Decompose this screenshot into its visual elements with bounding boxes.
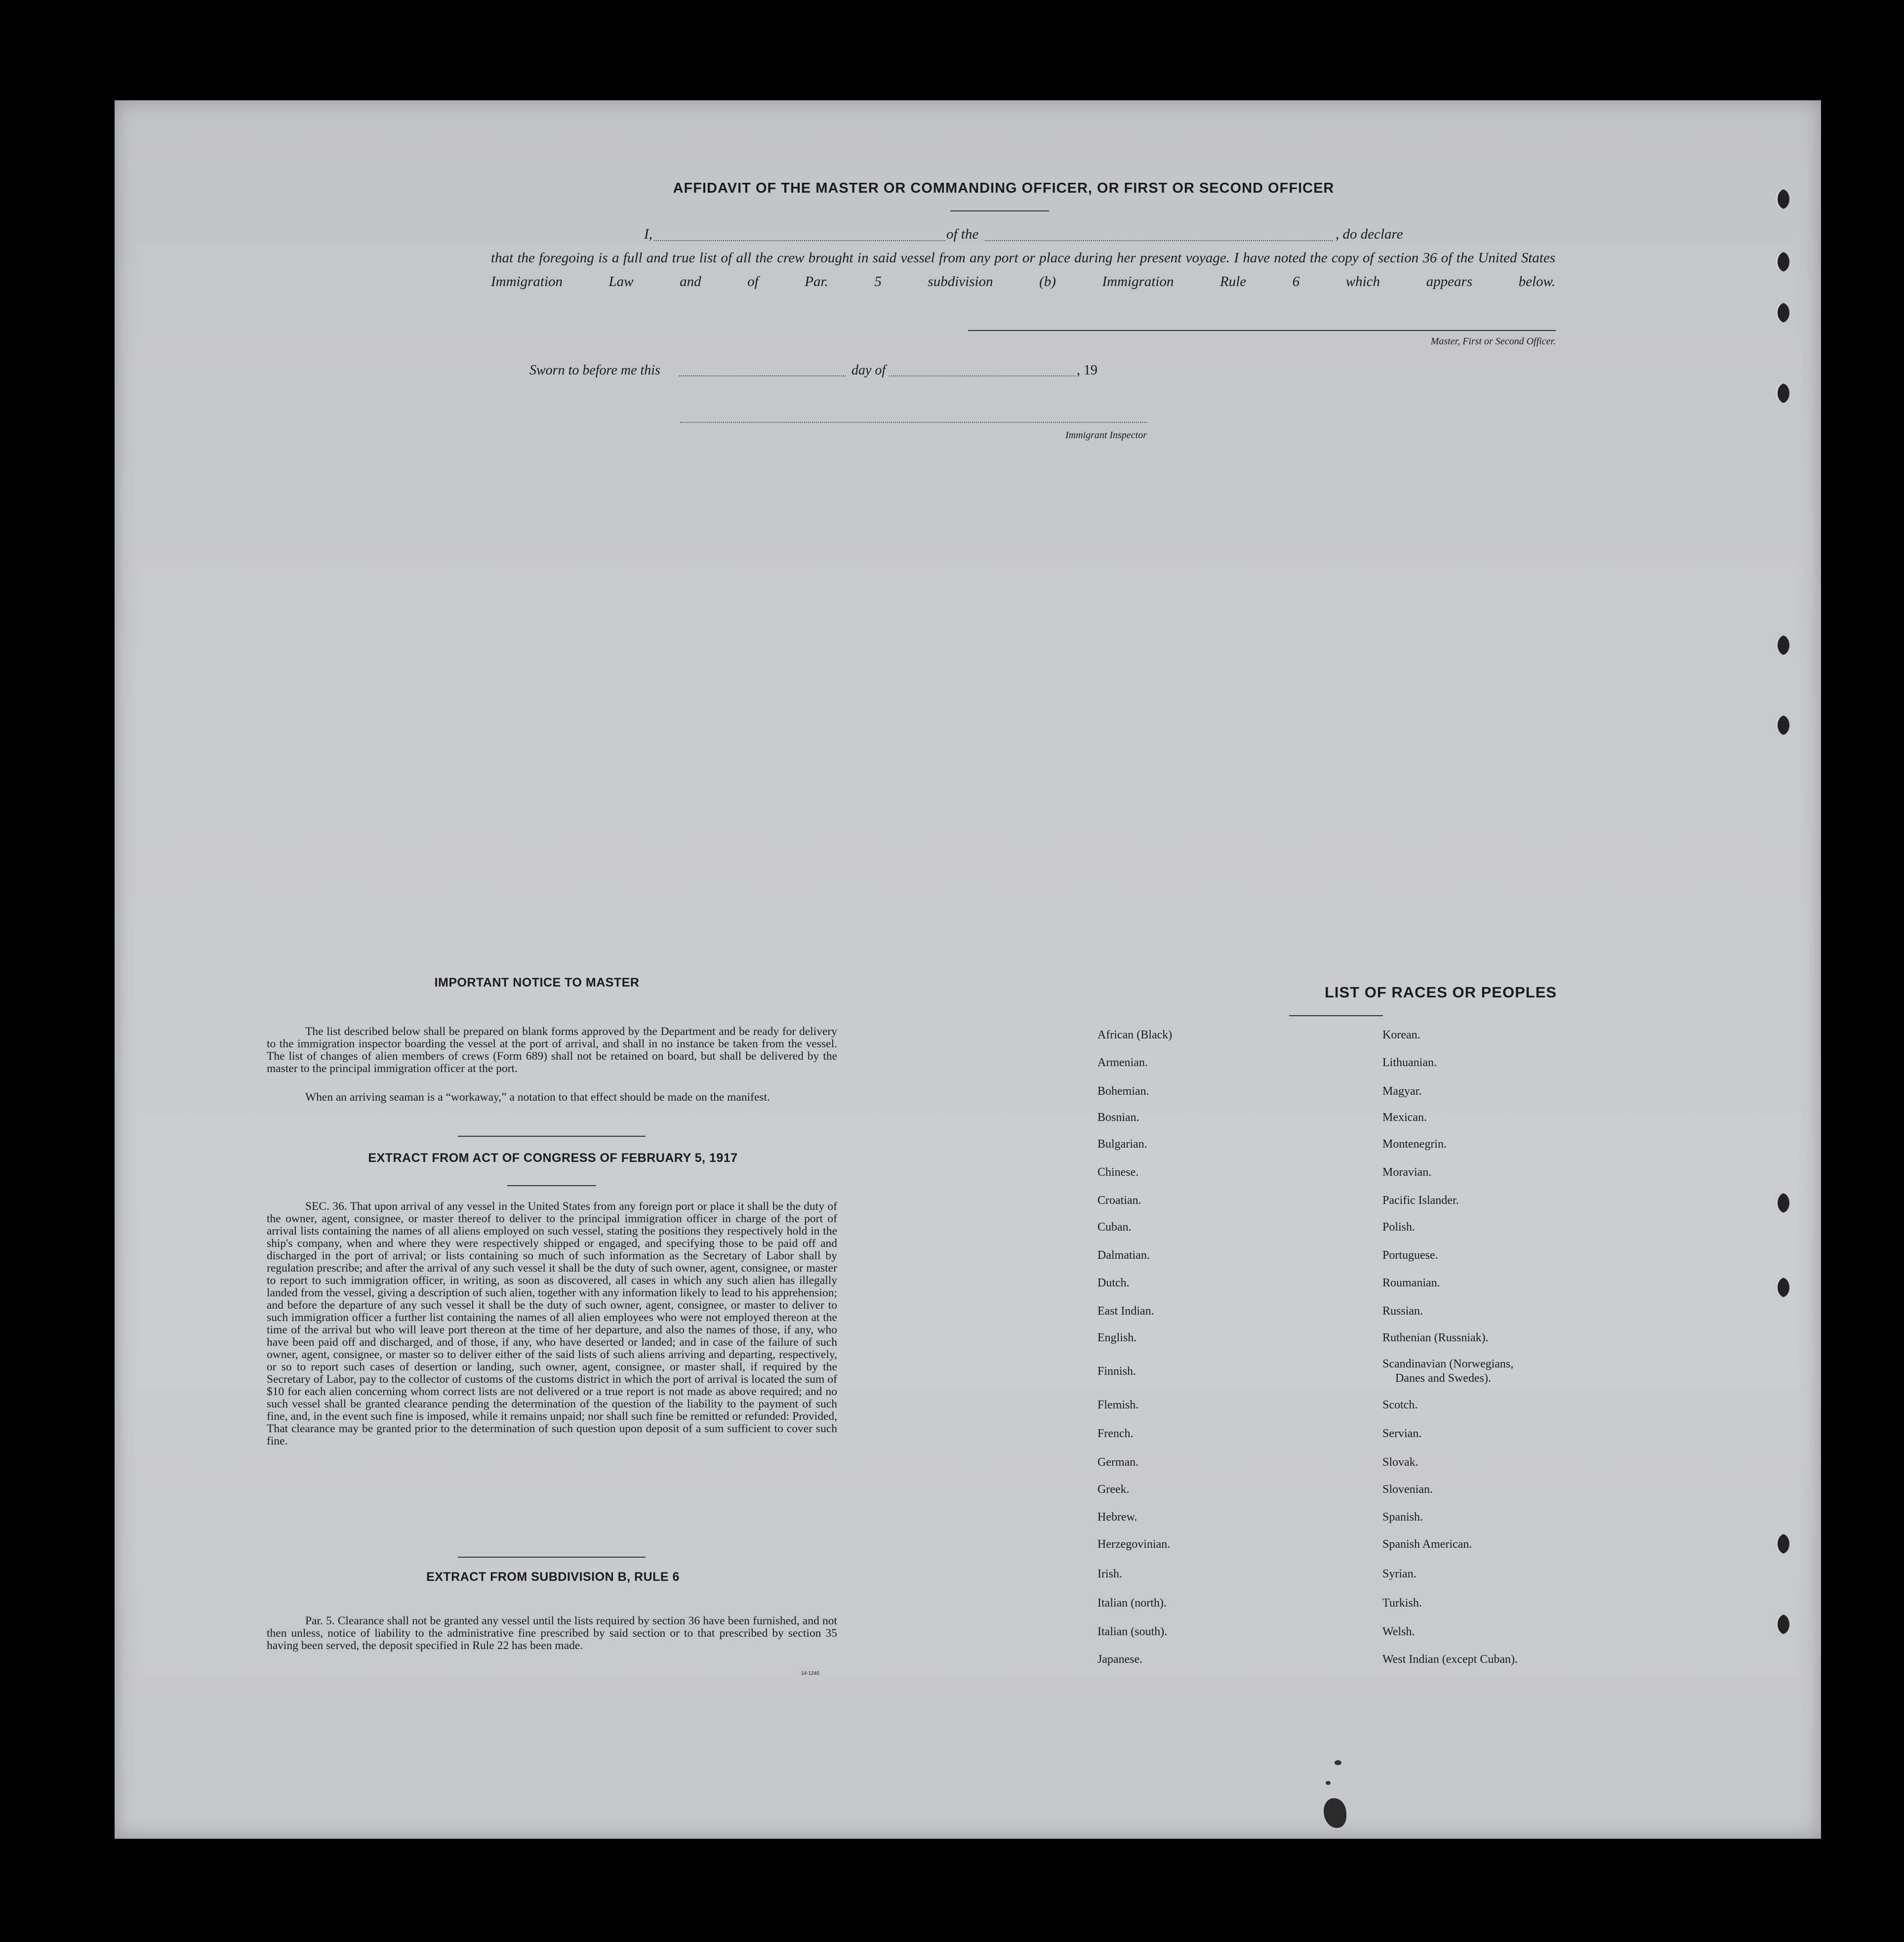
race-item: Bohemian. bbox=[1097, 1085, 1149, 1098]
sworn-label: Sworn to before me this bbox=[529, 363, 660, 378]
name-field[interactable] bbox=[654, 240, 945, 241]
race-item: Korean. bbox=[1382, 1029, 1420, 1041]
race-item: Moravian. bbox=[1382, 1166, 1432, 1179]
divider bbox=[507, 1185, 596, 1186]
inspector-label: Immigrant Inspector bbox=[1065, 430, 1147, 441]
ink-stain bbox=[1326, 1781, 1331, 1785]
binder-hole bbox=[1775, 252, 1789, 272]
vessel-field[interactable] bbox=[985, 240, 1333, 241]
day-of-label: day of bbox=[851, 363, 886, 378]
binder-hole bbox=[1775, 635, 1789, 655]
binder-hole bbox=[1775, 189, 1789, 209]
binder-hole bbox=[1775, 1614, 1789, 1634]
master-signature-line[interactable] bbox=[968, 330, 1556, 331]
race-item: Portuguese. bbox=[1382, 1249, 1438, 1262]
race-item: Italian (south). bbox=[1097, 1625, 1168, 1638]
affidavit-title: AFFIDAVIT OF THE MASTER OR COMMANDING OFFICER, OR FIRST OR SECOND OFFICER bbox=[673, 180, 1335, 196]
race-item: Scotch. bbox=[1382, 1399, 1418, 1411]
binder-hole bbox=[1775, 383, 1789, 403]
race-item: Lithuanian. bbox=[1382, 1056, 1437, 1069]
race-item: Mexican. bbox=[1382, 1111, 1427, 1124]
race-item: Servian. bbox=[1382, 1427, 1422, 1440]
of-the-label: of the bbox=[946, 226, 979, 242]
race-item: Roumanian. bbox=[1382, 1277, 1440, 1289]
race-item: French. bbox=[1097, 1427, 1134, 1440]
race-item: Bosnian. bbox=[1097, 1111, 1139, 1124]
binder-hole bbox=[1775, 715, 1789, 735]
sworn-line bbox=[529, 363, 660, 378]
race-item: Cuban. bbox=[1097, 1221, 1132, 1234]
race-item: Japanese. bbox=[1097, 1653, 1143, 1666]
notice-para-2: When an arriving seaman is a “workaway,” a notation to that effect should be made on the manifest. bbox=[305, 1091, 770, 1104]
extract-rule-text: Par. 5. Clearance shall not be granted any vessel until the lists required by section 36 have been furnished, and not then unless, notice of liability to the administrative fine prescribed by said section or to that prescribed by section 35 having been served, the deposit specified in Rule 22 has been made. bbox=[267, 1614, 837, 1652]
form-sheet bbox=[115, 100, 1821, 1839]
race-item: Slovak. bbox=[1382, 1456, 1418, 1469]
year-label: , 19 bbox=[1077, 363, 1097, 378]
race-item: West Indian (except Cuban). bbox=[1382, 1653, 1518, 1666]
notice-para-1: The list described below shall be prepared on blank forms approved by the Department and be ready for delivery to the immigration inspector boarding the vessel at the port of arrival, and shall in no instance be taken from the vessel. The list of changes of alien members of crews (Form 689) shall not be retained on board, but shall be delivered by the master to the principal immigration officer at the port. bbox=[267, 1025, 837, 1075]
race-item: African (Black) bbox=[1097, 1029, 1173, 1041]
race-item: Syrian. bbox=[1382, 1568, 1417, 1580]
affidavit-body: that the foregoing is a full and true list of all the crew brought in said vessel from any port or place during her present voyage. I have noted the copy of section 36 of the United States Immigration Law and of Par. 5 subdivision (b) Immigration Rule 6 which appears below. bbox=[491, 250, 1555, 289]
form-number: 14-1240 bbox=[801, 1671, 819, 1676]
race-item: Herzegovinian. bbox=[1097, 1538, 1171, 1551]
races-title: LIST OF RACES OR PEOPLES bbox=[1324, 984, 1557, 1001]
i-label: I, bbox=[644, 226, 652, 242]
ink-stain bbox=[1324, 1798, 1346, 1828]
race-item: Bulgarian. bbox=[1097, 1138, 1147, 1151]
sworn-month-field[interactable] bbox=[889, 375, 1076, 376]
race-item: Slovenian. bbox=[1382, 1483, 1433, 1496]
race-item: Spanish. bbox=[1382, 1511, 1423, 1524]
race-item: Chinese. bbox=[1097, 1166, 1139, 1179]
divider bbox=[458, 1557, 646, 1558]
inspector-signature-line[interactable] bbox=[680, 422, 1147, 423]
race-item: East Indian. bbox=[1097, 1305, 1154, 1318]
race-item: Montenegrin. bbox=[1382, 1138, 1447, 1151]
race-item: German. bbox=[1097, 1456, 1139, 1469]
divider bbox=[458, 1136, 646, 1137]
race-item: Italian (north). bbox=[1097, 1597, 1167, 1610]
binder-hole bbox=[1775, 1278, 1789, 1297]
binder-hole bbox=[1775, 1534, 1789, 1554]
ink-stain bbox=[1335, 1760, 1341, 1765]
race-item: Magyar. bbox=[1382, 1085, 1422, 1098]
race-item: Ruthenian (Russniak). bbox=[1382, 1331, 1489, 1344]
races-underline bbox=[1289, 1015, 1383, 1016]
do-declare-label: , do declare bbox=[1336, 226, 1403, 242]
race-item: English. bbox=[1097, 1331, 1137, 1344]
binder-hole bbox=[1775, 303, 1789, 323]
race-item: Flemish. bbox=[1097, 1399, 1139, 1411]
title-underline bbox=[950, 210, 1049, 211]
race-item: Finnish. bbox=[1097, 1365, 1136, 1378]
master-label: Master, First or Second Officer. bbox=[1430, 336, 1556, 347]
race-item: Greek. bbox=[1097, 1483, 1130, 1496]
race-item: Turkish. bbox=[1382, 1597, 1422, 1610]
race-item: Spanish American. bbox=[1382, 1538, 1472, 1551]
race-item: Pacific Islander. bbox=[1382, 1194, 1459, 1207]
race-item: Danes and Swedes). bbox=[1395, 1372, 1491, 1385]
race-item: Russian. bbox=[1382, 1305, 1423, 1318]
sworn-day-field[interactable] bbox=[679, 375, 846, 376]
race-item: Hebrew. bbox=[1097, 1511, 1137, 1524]
extract-act-title: EXTRACT FROM ACT OF CONGRESS OF FEBRUARY 5, 1917 bbox=[368, 1151, 738, 1165]
race-item: Dalmatian. bbox=[1097, 1249, 1150, 1262]
race-item: Welsh. bbox=[1382, 1625, 1415, 1638]
notice-title: IMPORTANT NOTICE TO MASTER bbox=[434, 976, 640, 990]
binder-hole bbox=[1775, 1193, 1789, 1213]
extract-rule-title: EXTRACT FROM SUBDIVISION B, RULE 6 bbox=[426, 1570, 680, 1584]
race-item: Polish. bbox=[1382, 1221, 1416, 1234]
affidavit-declaration bbox=[491, 222, 1555, 293]
race-item: Armenian. bbox=[1097, 1056, 1148, 1069]
race-item: Croatian. bbox=[1097, 1194, 1141, 1207]
race-item: Irish. bbox=[1097, 1568, 1122, 1580]
race-item: Scandinavian (Norwegians, bbox=[1382, 1358, 1514, 1370]
race-item: Dutch. bbox=[1097, 1277, 1130, 1289]
extract-act-text: SEC. 36. That upon arrival of any vessel in the United States from any foreign port or place it shall be the duty of the owner, agent, consignee, or master thereof to deliver to the principal immigration officer in charge of the port of arrival lists containing the names of all aliens employed on such vessel, stating the positions they respectively hold in the ship's company, when and where they were respectively shipped or engaged, and specifying those to be paid off and discharged in the port of arrival; or lists containing so much of such information as the Secretary of Labor shall by regulation prescribe; and after the arrival of any such vessel it shall be the duty of such owner, agent, consignee, or master to report to such immigration officer, in writing, as soon as discovered, all cases in which any such alien has illegally landed from the vessel, giving a description of such alien, together with any information likely to lead to his apprehension; and before the departure of any such vessel it shall be the duty of such owner, agent, consignee, or master to deliver to such immigration officer a further list containing the names of all alien employees who were not employed thereon at the time of the arrival but who will leave port thereon at the time of her departure, and also the names of those, if any, who have been paid off and discharged, and of those, if any, who have deserted or landed; and in case of the failure of such owner, agent, consignee, or master so to deliver either of the said lists of such aliens arriving and departing, respectively, or so to report such cases of desertion or landing, such owner, agent, consignee, or master shall, if required by the Secretary of Labor, pay to the collector of customs of the customs district in which the port of arrival is located the sum of $10 for each alien concerning whom correct lists are not delivered or a true report is not made as above required; and no such vessel shall be granted clearance pending the determination of the question of the liability to the payment of such fine, and, in the event such fine is imposed, while it remains unpaid; nor shall such fine be remitted or refunded: Provided, That clearance may be granted prior to the determination of such question upon deposit of a sum sufficient to cover such fine. bbox=[267, 1200, 837, 1447]
